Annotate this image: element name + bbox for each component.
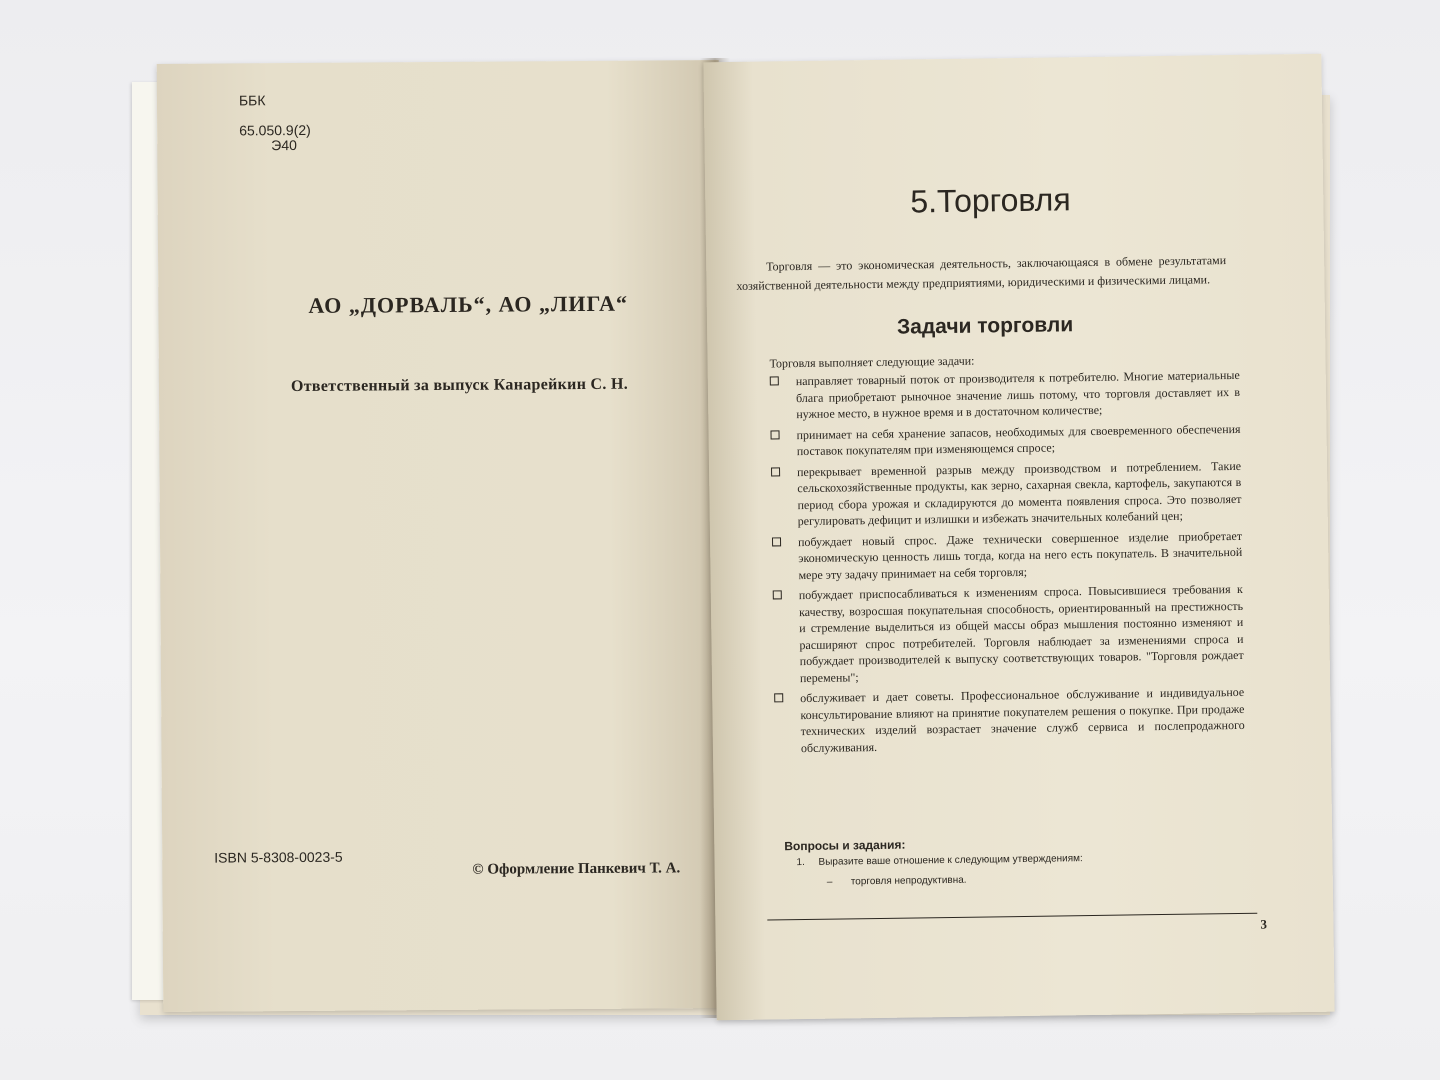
bbk-code: 65.050.9(2): [239, 121, 311, 139]
question-text: Выразите ваше отношение к следующим утверждениям:: [818, 853, 1083, 868]
list-item: [773, 581, 1244, 687]
task-text: принимает на себя хранение запасов, необходимых для своевременного обеспечения поставок покупателям при изменяющемся спросе;: [796, 421, 1241, 459]
checkbox-bullet-icon: [772, 537, 781, 546]
list-item: [771, 457, 1242, 530]
footer-rule: [767, 913, 1257, 921]
task-text: побуждает приспосабливаться к изменениям спроса. Повысившиеся требования к качеству, возросшая покупательная способность, ориентированный на престижность и стремление выделиться из общей массы образ мышления постоянно изменяют и расширяют спрос потребителей. Торговля наблюдает за изменениями спроса и побуждает производителей к выпуску соответствующих товаров. "Торговля рождает перемены";: [798, 581, 1244, 685]
list-item: [774, 684, 1245, 757]
isbn: ISBN 5-8308-0023-5: [214, 848, 343, 866]
left-page: [157, 60, 726, 1012]
task-text: обслуживает и дает советы. Профессиональное обслуживание и индивидуальное консультирование влияют на принятие покупателем решения о покупке. При продаже технических изделий возрастает значение служб сервиса и послепродажного обслуживания.: [800, 684, 1245, 755]
responsible-editor: Ответственный за выпуск Канарейкин С. Н.: [290, 375, 629, 396]
checkbox-bullet-icon: [774, 693, 783, 702]
publishers: АО „ДОРВАЛЬ“, АО „ЛИГА“: [308, 290, 629, 318]
sub-question-item: [827, 875, 967, 888]
question-number: 1.: [796, 857, 805, 869]
design-credit: © Оформление Панкевич Т. А.: [472, 860, 681, 878]
question-item: [796, 853, 1082, 868]
right-page: [703, 54, 1334, 1021]
bbk-label: ББК: [238, 92, 266, 109]
list-item: [772, 527, 1243, 583]
checkbox-bullet-icon: [771, 467, 780, 476]
intro-paragraph: Торговля — это экономическая деятельность, заключающаяся в обмене результатами хозяйственной деятельности между предприятиями, юридическими и физическими лицами.: [736, 253, 1227, 293]
chapter-title: 5.Торговля: [910, 181, 1071, 220]
questions-title: Вопросы и задания:: [784, 837, 906, 854]
author-mark: Э40: [271, 136, 297, 154]
section-title: Задачи торговли: [896, 313, 1074, 339]
sub-question-dash: –: [826, 876, 833, 888]
list-item: [770, 420, 1240, 460]
tasks-list: [770, 367, 1245, 761]
page-number: 3: [1260, 916, 1268, 932]
task-text: направляет товарный поток от производителя к потребителю. Многие материальные блага приобретают рыночное значение лишь потому, что торговля доставляет их в нужное место, в нужное время и в достаточном количестве;: [795, 367, 1241, 422]
checkbox-bullet-icon: [773, 590, 782, 599]
sub-question-text: торговля непродуктивна.: [850, 874, 967, 888]
bbk-block: [239, 93, 311, 153]
task-text: побуждает новый спрос. Даже технически совершенное изделие приобретает экономическую ценность лишь тогда, когда на него есть покупатель. В значительной мере эту задачу принимает на себя торговля;: [797, 528, 1243, 582]
task-text: перекрывает временной разрыв между производством и потреблением. Такие сельскохозяйственные продукты, как зерно, сахарная свекла, картофель, закупаются в период сбора урожая и складируются до момента появления спроса. Это позволяет регулировать дефицит и излишки и избежать значительных колебаний цен;: [796, 458, 1242, 529]
checkbox-bullet-icon: [770, 376, 779, 385]
list-item: [770, 367, 1241, 423]
checkbox-bullet-icon: [770, 430, 779, 439]
tasks-intro: Торговля выполняет следующие задачи:: [769, 353, 975, 371]
